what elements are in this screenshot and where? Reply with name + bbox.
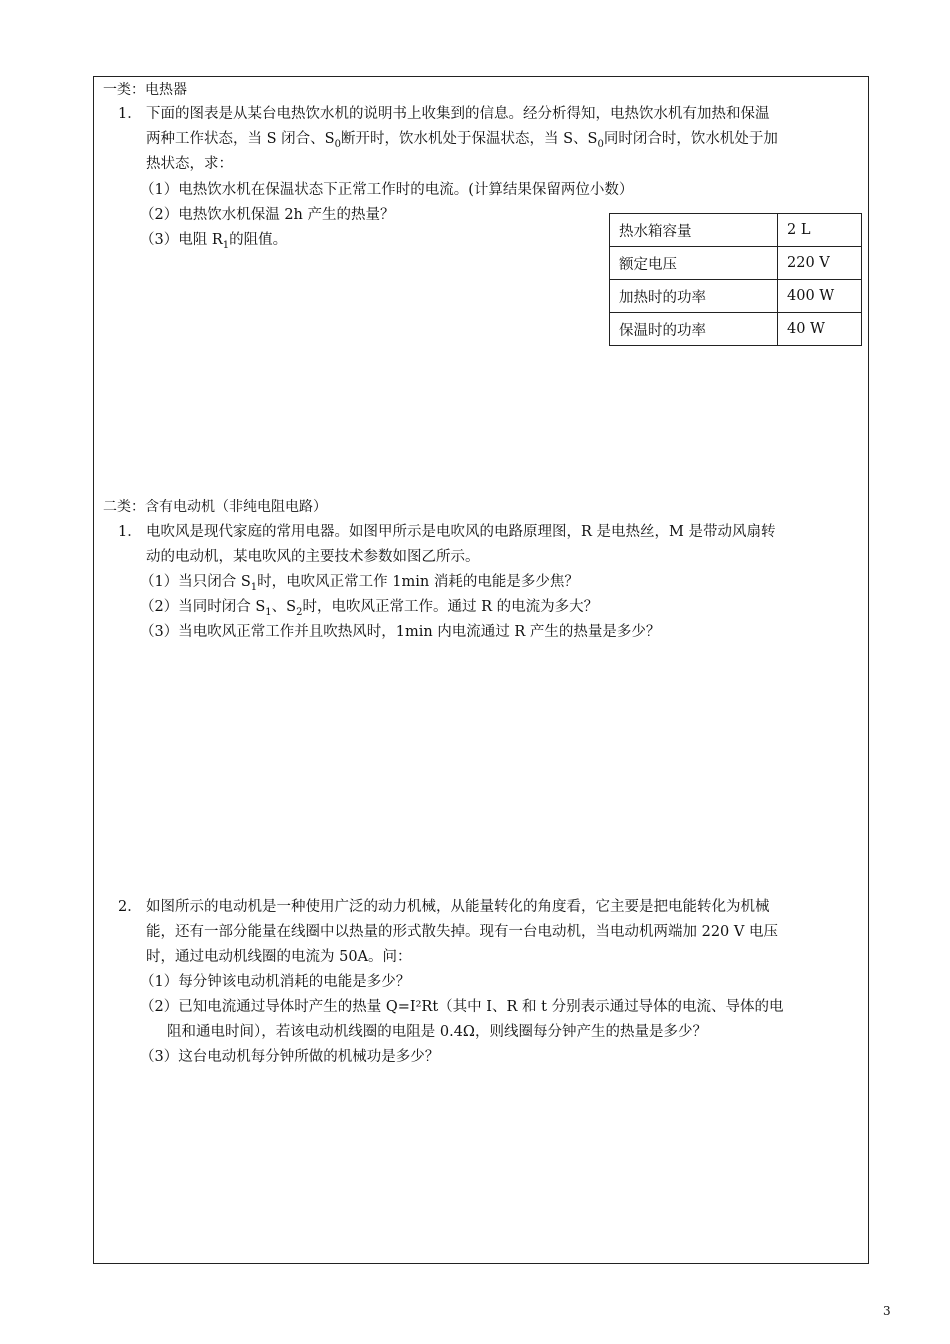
s2-q2-line2: 能，还有一部分能量在线圈中以热量的形式散失掉。现有一台电动机，当电动机两端加 220 V 电压 [146,924,778,940]
s2-q1-number: 1． [118,524,142,540]
page-number: 3 [883,1304,891,1318]
q1-part3: （3）电阻 $R_1$的阻值。 [140,232,288,251]
s2-q2-part3: （3）这台电动机每分钟所做的机械功是多少？ [140,1049,440,1065]
q1-line2: 两种工作状态，当 S 闭合、$S_0$断开时，饮水机处于保温状态，当 S、$S_0$同时闭合时，饮水机处于加 [146,131,778,150]
q1-part1: （1）电热饮水机在保温状态下正常工作时的电流。(计算结果保留两位小数） [140,182,634,198]
s2-q1-line1: 电吹风是现代家庭的常用电器。如图甲所示是电吹风的电路原理图，R 是电热丝，M 是带动风扇转 [146,524,776,540]
s2-q2-number: 2． [118,899,142,915]
s2-q2-part1: （1）每分钟该电动机消耗的电能是多少？ [140,974,411,990]
table-row: 热水箱容量 2 L [610,214,862,247]
s2-q1-part2: （2）当同时闭合 $S_1$、$S_2$时，电吹风正常工作。通过 R 的电流为多大？ [140,599,599,618]
s2-q2-line3: 时，通过电动机线圈的电流为 50A。问： [146,949,412,965]
section2-title: 二类：含有电动机（非纯电阻电路） [103,499,327,515]
table-row: 加热时的功率 400 W [610,280,862,313]
q1-part2: （2）电热饮水机保温 2h 产生的热量？ [140,207,395,223]
s2-q1-part1: （1）当只闭合 $S_1$时，电吹风正常工作 1min 消耗的电能是多少焦？ [140,574,579,593]
s2-q2-part2b: 阻和通电时间），若该电动机线圈的电阻是 0.4Ω，则线圈每分钟产生的热量是多少？ [167,1024,707,1040]
q1-line1: 下面的图表是从某台电热饮水机的说明书上收集到的信息。经分析得知，电热饮水机有加热和保温 [146,106,770,122]
q1-number: 1． [118,106,142,122]
spec-table [609,213,862,346]
s2-q2-part2a: （2）已知电流通过导体时产生的热量 Q=I²Rt（其中 I、R 和 t 分别表示通过导体的电流、导体的电 [140,999,784,1015]
q1-line3: 热状态，求： [146,156,233,172]
section1-title: 一类：电热器 [103,82,187,98]
s2-q1-part3: （3）当电吹风正常工作并且吹热风时，1min 内电流通过 R 产生的热量是多少？ [140,624,661,640]
table-row: 保温时的功率 40 W [610,313,862,346]
table-row: 额定电压 220 V [610,247,862,280]
s2-q2-line1: 如图所示的电动机是一种使用广泛的动力机械，从能量转化的角度看，它主要是把电能转化为机械 [146,899,770,915]
s2-q1-line2: 动的电动机，某电吹风的主要技术参数如图乙所示。 [146,549,480,565]
